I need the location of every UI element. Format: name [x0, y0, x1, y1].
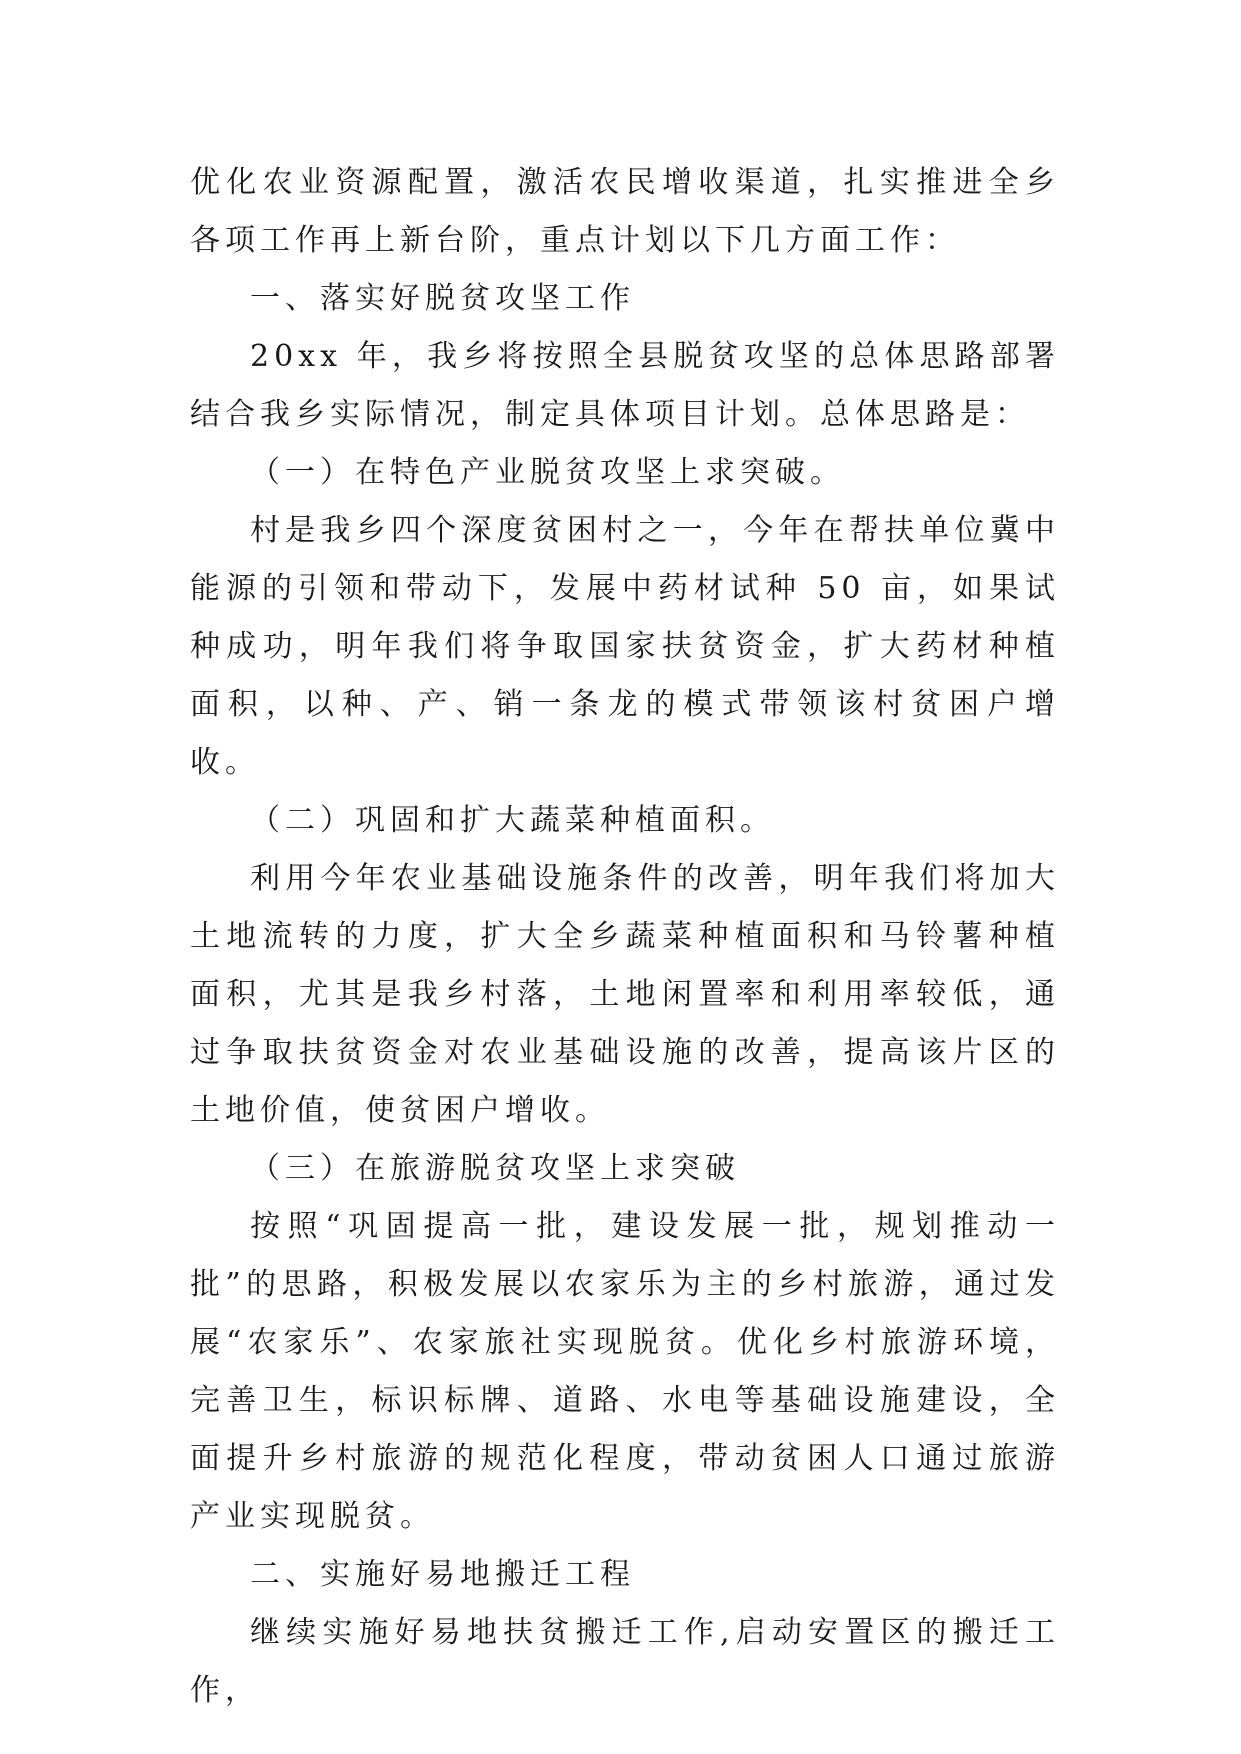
paragraph-rural-tourism: 按照“巩固提高一批，建设发展一批，规划推动一批”的思路，积极发展以农家乐为主的乡村旅游，通过发展“农家乐”、农家旅社实现脱贫。优化乡村旅游环境，完善卫生，标识标牌、道路、水电等基础设施建设，全面提升乡村旅游的规范化程度，带动贫困人口通过旅游产业实现脱贫。: [190, 1209, 1060, 1534]
paragraph-overall-plan: 20xx 年，我乡将按照全县脱贫攻坚的总体思路部署结合我乡实际情况，制定具体项目计划。总体思路是：: [190, 339, 1060, 432]
paragraph-intro-continuation: 优化农业资源配置，激活农民增收渠道，扎实推进全乡各项工作再上新台阶，重点计划以下几方面工作：: [190, 165, 1060, 258]
paragraph-vegetable-planting: 利用今年农业基础设施条件的改善，明年我们将加大土地流转的力度，扩大全乡蔬菜种植面积和马铃薯种植面积，尤其是我乡村落，土地闲置率和利用率较低，通过争取扶贫资金对农业基础设施的改善，提高该片区的土地价值，使贫困户增收。: [190, 861, 1060, 1128]
document-body: [190, 154, 1060, 1720]
section-heading-2: 二、实施好易地搬迁工程: [250, 1557, 635, 1592]
paragraph-herbal-medicine: 村是我乡四个深度贫困村之一，今年在帮扶单位冀中能源的引领和带动下，发展中药材试种 50 亩，如果试种成功，明年我们将争取国家扶贫资金，扩大药材种植面积，以种、产、销一条龙的模式带领该村贫困户增收。: [190, 513, 1060, 780]
paragraph-relocation: 继续实施好易地扶贫搬迁工作,启动安置区的搬迁工作，: [190, 1615, 1060, 1708]
subsection-heading-3: （三）在旅游脱贫攻坚上求突破: [250, 1151, 740, 1186]
subsection-heading-1: （一）在特色产业脱贫攻坚上求突破。: [250, 455, 845, 490]
subsection-heading-2: （二）巩固和扩大蔬菜种植面积。: [250, 803, 775, 838]
section-heading-1: 一、落实好脱贫攻坚工作: [250, 281, 635, 316]
